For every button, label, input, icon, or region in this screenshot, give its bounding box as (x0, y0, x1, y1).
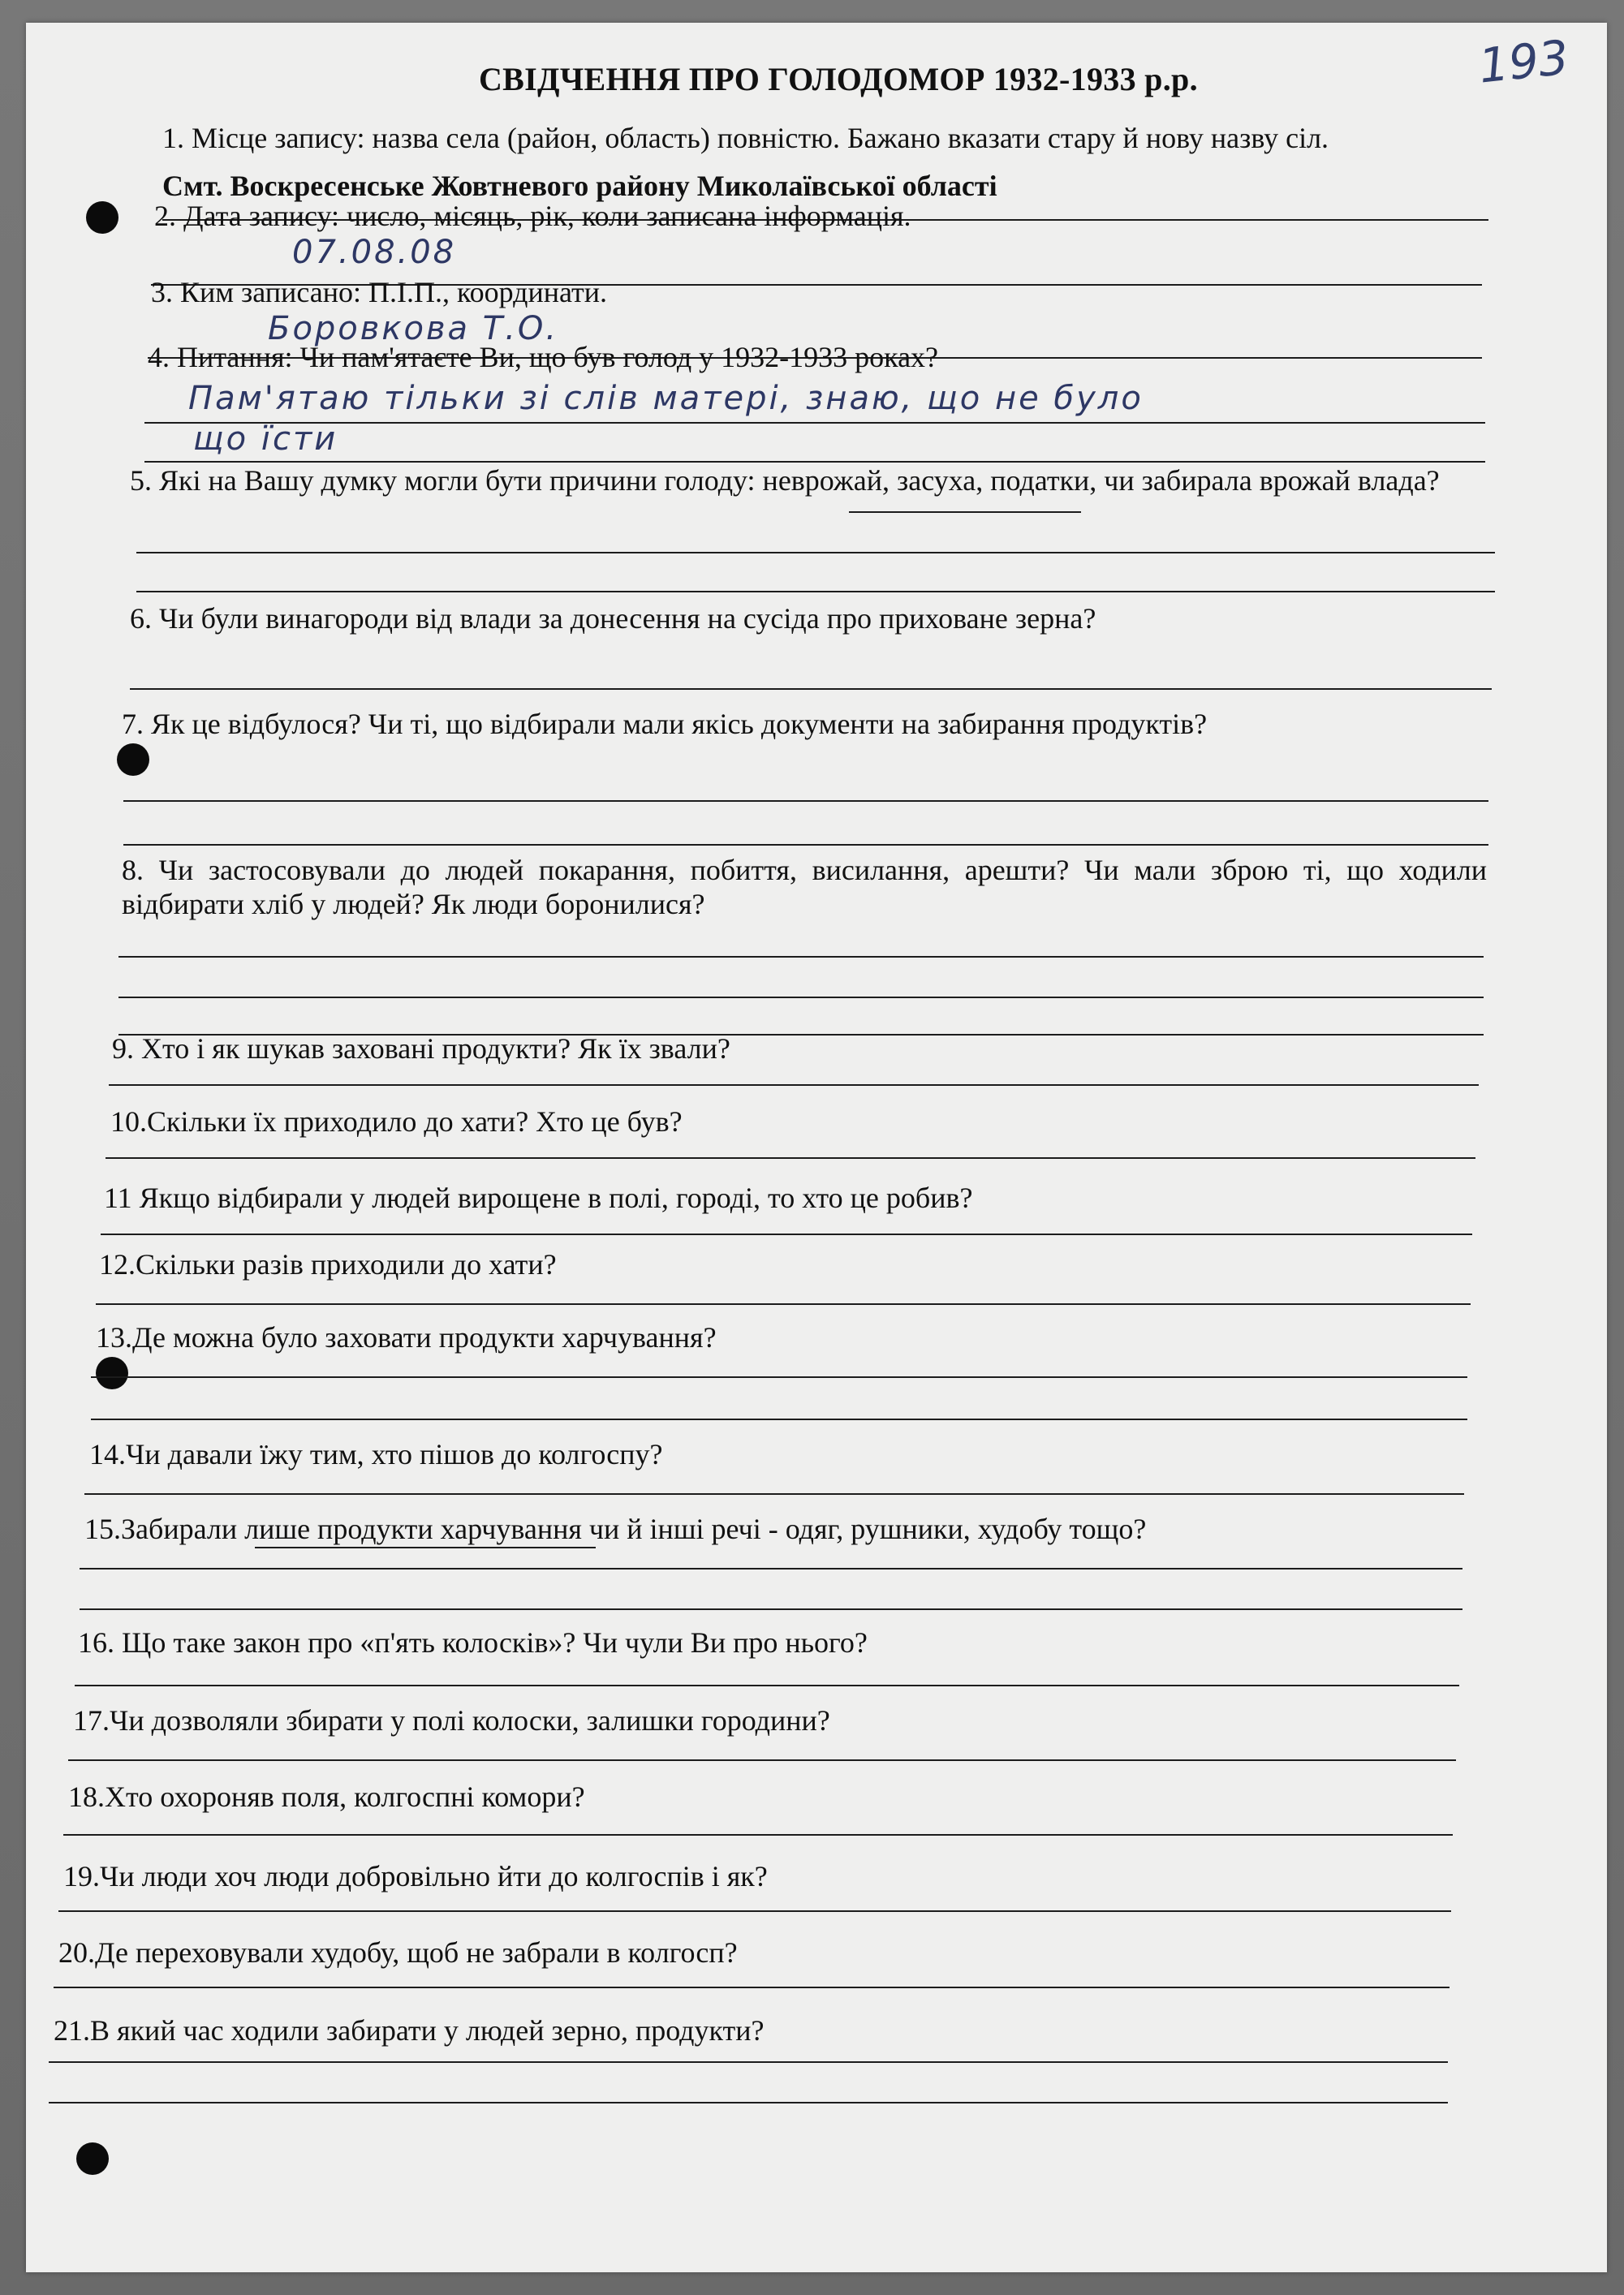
underline (255, 1547, 596, 1548)
question-19: 19.Чи люди хоч люди добровільно йти до колгоспів і як? (63, 1860, 768, 1892)
question-12: 12.Скільки разів приходили до хати? (99, 1248, 557, 1281)
answer-line (49, 2102, 1448, 2103)
question-8: 8. Чи застосовували до людей покарання, побиття, висилання, арешти? Чи мали зброю ті, що ходили відбирати хліб у людей? Як люди боронилися? (122, 854, 1487, 920)
question-21: 21.В який час ходили забирати у людей зерно, продукти? (54, 2014, 765, 2047)
question-3: 3. Ким записано: П.І.П., координати. (151, 276, 608, 308)
answer-line (96, 1303, 1471, 1305)
question-16: 16. Що таке закон про «п'ять колосків»? Чи чули Ви про нього? (78, 1626, 868, 1659)
document-title: СВІДЧЕННЯ ПРО ГОЛОДОМОР 1932-1933 р.р. (479, 61, 1198, 97)
answer-4-line-2: що їсти (193, 420, 338, 458)
question-9: 9. Хто і як шукав заховані продукти? Як їх звали? (112, 1032, 730, 1065)
question-18: 18.Хто охороняв поля, колгоспні комори? (68, 1780, 585, 1813)
answer-line (91, 1376, 1467, 1378)
answer-line (118, 997, 1484, 998)
punch-hole (96, 1357, 128, 1389)
answer-line (123, 800, 1488, 802)
answer-line (109, 1084, 1479, 1086)
question-7: 7. Як це відбулося? Чи ті, що відбирали мали якісь документи на забирання продуктів? (122, 708, 1208, 740)
question-2: 2. Дата запису: число, місяць, рік, коли записана інформація. (154, 200, 911, 232)
answer-line (130, 688, 1492, 690)
answer-line (144, 422, 1485, 424)
question-20: 20.Де переховували худобу, щоб не забрали в колгосп? (58, 1936, 738, 1969)
question-11: 11 Якщо відбирали у людей вирощене в полі, городі, то хто це робив? (104, 1182, 973, 1214)
answer-line (118, 956, 1484, 958)
question-15: 15.Забирали лише продукти харчування чи й інші речі - одяг, рушники, худобу тощо? (84, 1513, 1147, 1545)
question-6: 6. Чи були винагороди від влади за донесення на сусіда про приховане зерна? (130, 602, 1096, 635)
question-4: 4. Питання: Чи пам'ятаєте Ви, що був голод у 1932-1933 роках? (148, 341, 939, 373)
question-17: 17.Чи дозволяли збирати у полі колоски, залишки городини? (73, 1704, 830, 1737)
answer-line (63, 1834, 1453, 1836)
answer-line (80, 1568, 1462, 1569)
punch-hole (117, 743, 149, 776)
question-10: 10.Скільки їх приходило до хати? Хто це був? (110, 1105, 683, 1138)
answer-line (136, 552, 1495, 553)
answer-line (80, 1608, 1462, 1610)
answer-line (75, 1685, 1459, 1686)
answer-line (106, 1157, 1475, 1159)
underline (849, 511, 1081, 513)
answer-line (58, 1910, 1451, 1912)
answer-1: Смт. Воскресенське Жовтневого району Миколаївської області (162, 170, 997, 202)
answer-line (136, 591, 1495, 592)
answer-2: 07.08.08 (292, 234, 457, 271)
punch-hole (86, 201, 118, 234)
answer-line (68, 1759, 1456, 1761)
answer-line (84, 1493, 1464, 1495)
answer-line (101, 1234, 1472, 1235)
answer-line (123, 844, 1488, 846)
question-14: 14.Чи давали їжу тим, хто пішов до колгоспу? (89, 1438, 663, 1470)
page-number: 193 (1475, 29, 1571, 94)
answer-line (91, 1419, 1467, 1420)
punch-hole (76, 2142, 109, 2175)
answer-line (144, 461, 1485, 463)
question-13: 13.Де можна було заховати продукти харчування? (96, 1321, 717, 1354)
answer-3: Боровкова Т.О. (268, 310, 559, 347)
answer-4-line-1: Пам'ятаю тільки зі слів матері, знаю, що не було (188, 380, 1144, 417)
answer-line (54, 1987, 1450, 1988)
answer-line (49, 2061, 1448, 2063)
question-1: 1. Місце запису: назва села (район, область) повністю. Бажано вказати стару й нову назву сіл. (162, 122, 1329, 154)
question-5: 5. Які на Вашу думку могли бути причини голоду: неврожай, засуха, податки, чи забирала врожай влада? (130, 464, 1440, 497)
